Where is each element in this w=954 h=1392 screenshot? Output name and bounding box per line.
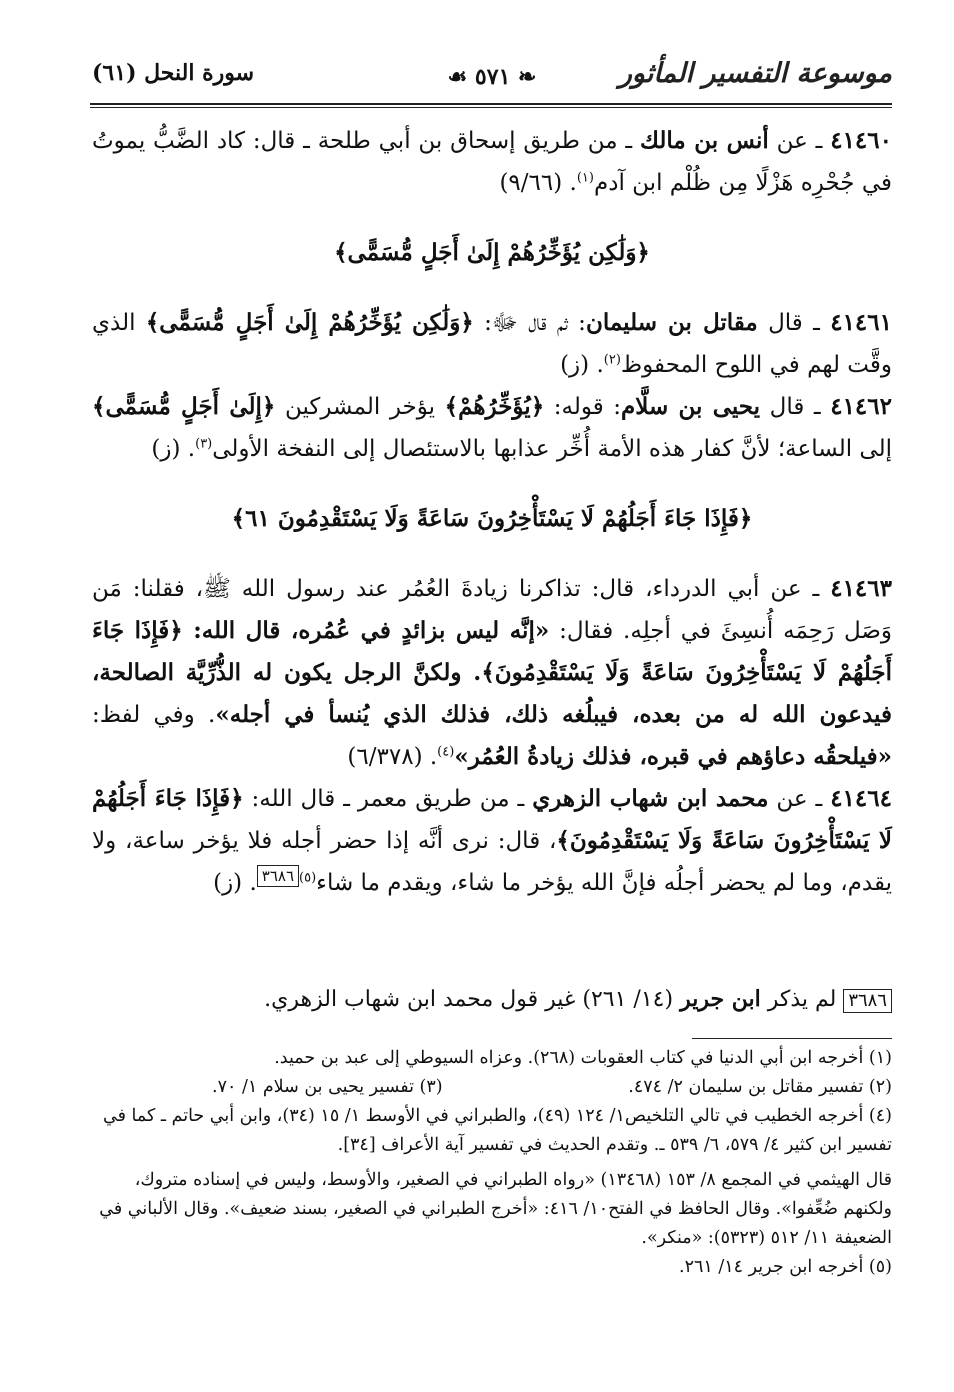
verse-heading: ﴿فَإِذَا جَاءَ أَجَلُهُمْ لَا يَسْتَأْخِرُونَ سَاعَةً وَلَا يَسْتَقْدِمُونَ ٦١﴾ — [231, 505, 753, 532]
entry-text: : ثم قال ﷻ: — [473, 310, 586, 336]
hadith-text: . ولكنَّ الرجل يكون له الذُّرِّيَّة الصالحة، فيدعون الله له من بعده، فيبلُغه ذلك، فذلك الذي يُنسأ في أجله» — [92, 659, 892, 728]
footnote-2: (٢) تفسير مقاتل بن سليمان ٢/ ٤٧٤. — [628, 1077, 892, 1097]
entry-number: ٤١٤٦١ — [830, 309, 892, 336]
entry-text: إلى الساعة؛ لأنَّ كفار هذه الأمة أُخِّر عذابها بالاستئصال إلى النفخة الأولى — [212, 436, 892, 462]
note-ref-box: ٣٦٨٦ — [843, 989, 892, 1013]
hadith-text: «إنَّه ليس بزائدٍ في عُمُره، قال الله: — [182, 617, 550, 644]
verse-heading: ﴿وَلَٰكِن يُؤَخِّرُهُمْ إِلَىٰ أَجَلٍ مُّسَمًّى﴾ — [334, 239, 650, 266]
page-number: ٥٧١ — [474, 64, 511, 90]
footnotes — [92, 1044, 892, 1282]
entry-text: ـ عن أبي الدرداء، قال: تذاكرنا زيادةَ العُمُر عند رسول الله ﷺ، فقلنا: مَن وَصَل رَحِمَه أُنسِئَ في أجلِه. فقال: — [92, 576, 892, 644]
entry-41463 — [92, 568, 892, 778]
footnote-rule — [692, 1038, 892, 1039]
entry-number: ٤١٤٦٠ — [830, 127, 892, 154]
entry-source: . (ز) — [151, 436, 196, 462]
sura-name: سورة النحل (٦١) — [92, 60, 255, 86]
editor-note — [92, 982, 892, 1017]
footnote-ref: (٥) — [299, 870, 317, 886]
entry-text: . وفي لفظ: — [92, 702, 216, 728]
entry-number: ٤١٤٦٢ — [830, 393, 892, 420]
narrator-name: محمد ابن شهاب الزهري — [532, 785, 769, 812]
footnote-3: (٣) تفسير يحيى بن سلام ١/ ٧٠. — [212, 1077, 443, 1097]
footnote-1: (١) أخرجه ابن أبي الدنيا في كتاب العقوبات (٢٦٨). وعزاه السيوطي إلى عبد بن حميد. — [274, 1048, 892, 1068]
entry-source: . (ز) — [213, 870, 257, 896]
entry-41462 — [92, 386, 892, 470]
entry-text: ـ عن — [768, 786, 831, 812]
entry-41460 — [92, 120, 892, 204]
entry-text: ـ قال — [760, 394, 831, 420]
narrator-name: يحيى بن سلَّام — [621, 393, 761, 420]
footnote-4-cont: قال الهيثمي في المجمع ٨/ ١٥٣ (١٣٤٦٨) «رواه الطبراني في الصغير، والأوسط، وليس في إسناده متروك، ولكنهم ضُعِّفوا». وقال الحافظ في الفتح١٠/ ٤١٦: «أخرج الطبراني في الصغير، بسند ضعيف». وقال الألباني في الضعيفة ١١/ ٥١٢ (٥٣٢٣): «منكر». — [99, 1170, 892, 1248]
entry-number: ٤١٤٦٤ — [830, 785, 892, 812]
entry-number: ٤١٤٦٣ — [830, 575, 892, 602]
page-number-group — [448, 64, 537, 90]
entry-text: يؤخر المشركين — [275, 394, 445, 420]
cross-ref-box: ٣٦٨٦ — [257, 865, 299, 887]
entry-text: ـ من طريق معمر ـ قال الله: — [243, 786, 533, 812]
footnote-row — [92, 1073, 892, 1102]
entry-41464 — [92, 778, 892, 904]
entry-text: ـ عن — [768, 128, 831, 154]
entry-source: . (٦/٣٧٨) — [347, 744, 438, 770]
footnote-4: (٤) أخرجه الخطيب في تالي التلخيص١/ ١٢٤ (٤٩)، والطبراني في الأوسط ١/ ١٥ (٣٤)، وابن أبي حاتم ـ كما في تفسير ابن كثير ٤/ ٥٧٩، ٦/ ٥٣٩ ـ. وتقدم الحديث في تفسير آية الأعراف [٣٤]. — [103, 1106, 892, 1155]
entry-source: . (٩/٦٦) — [499, 170, 577, 196]
book-title: موسوعة التفسير المأثور — [618, 58, 892, 89]
inline-verse: ﴿وَلَٰكِن يُؤَخِّرُهُمْ إِلَىٰ أَجَلٍ مُّسَمًّى﴾ — [145, 309, 474, 336]
ornament-icon: ☙ — [447, 64, 468, 90]
main-text — [92, 120, 892, 904]
entry-41461 — [92, 302, 892, 386]
hadith-text: «فيلحقُه دعاؤهم في قبره، فذلك زيادةُ العُمُر» — [454, 743, 892, 770]
entry-text: ـ قال — [757, 310, 831, 336]
entry-text: الذي وقَّت لهم في اللوح المحفوظ — [92, 310, 892, 378]
inline-verse: ﴿إِلَىٰ أَجَلٍ مُّسَمًّى﴾ — [92, 393, 276, 420]
note-text: لم يذكر — [760, 987, 844, 1012]
entry-text: : قوله: — [544, 394, 622, 420]
entry-text: ، قال: نرى أنَّه إذا حضر أجله فلا يؤخر ساعة، ولا يقدم، وما لم يحضر أجلُه فإنَّ الله يؤخر ما شاء، ويقدم ما شاء — [92, 828, 892, 896]
footnote-ref: (١) — [576, 170, 594, 186]
inline-verse: ﴿فَإِذَا جَاءَ أَجَلُهُمْ لَا يَسْتَأْخِرُونَ سَاعَةً وَلَا يَسْتَقْدِمُونَ﴾ — [92, 785, 892, 854]
footnote-ref: (٣) — [195, 436, 213, 452]
entry-text: ـ من طريق إسحاق بن أبي طلحة ـ قال: كاد الضَّبُّ يموتُ في جُحْرِه هَزْلًا مِن ظُلْم ابن آدم — [92, 128, 892, 196]
footnote-ref: (٢) — [603, 352, 621, 368]
entry-source: . (ز) — [560, 352, 604, 378]
page-header — [92, 52, 892, 102]
narrator-name: مقاتل بن سليمان — [585, 309, 758, 336]
header-rule — [90, 103, 892, 105]
ornament-icon: ❧ — [510, 64, 537, 90]
note-author: ابن جرير — [680, 986, 761, 1012]
footnote-ref: (٤) — [437, 744, 455, 760]
footnote-5: (٥) أخرجه ابن جرير ١٤/ ٢٦١. — [679, 1257, 892, 1277]
narrator-name: أنس بن مالك — [639, 127, 769, 154]
header-rule-thin — [90, 107, 892, 108]
note-text: (١٤/ ٢٦١) غير قول محمد ابن شهاب الزهري. — [264, 987, 681, 1012]
inline-verse: ﴿يُؤَخِّرُهُمْ﴾ — [444, 393, 545, 420]
inline-verse: ﴿فَإِذَا جَاءَ أَجَلُهُمْ لَا يَسْتَأْخِرُونَ سَاعَةً وَلَا يَسْتَقْدِمُونَ﴾ — [92, 617, 892, 686]
